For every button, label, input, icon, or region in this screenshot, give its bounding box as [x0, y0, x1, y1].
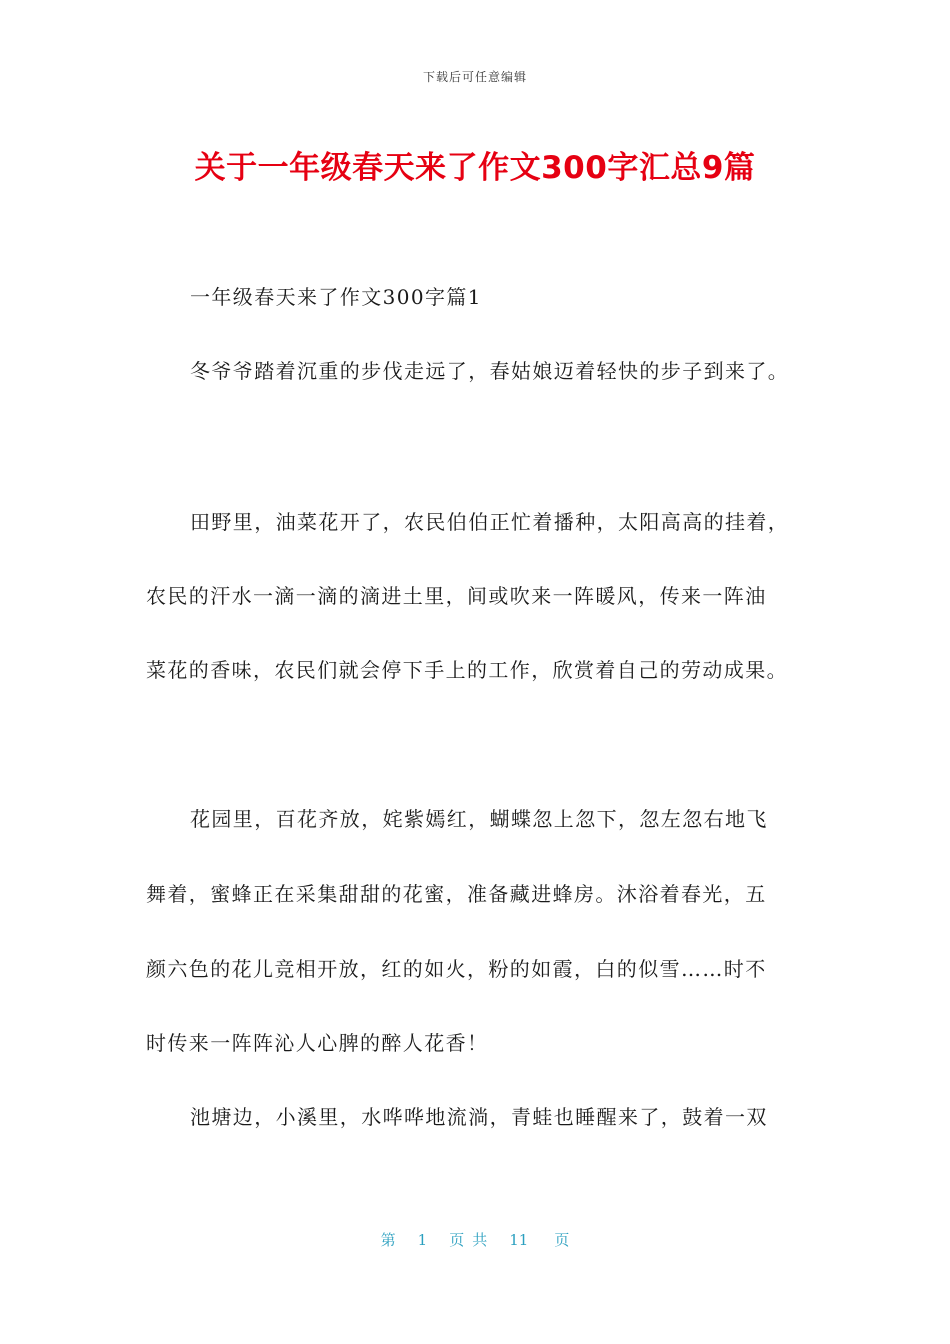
- paragraph-line: 冬爷爷踏着沉重的步伐走远了，春姑娘迈着轻快的步子到来了。: [190, 359, 790, 383]
- footer-mid: 页共: [449, 1231, 496, 1249]
- page-footer: [0, 1229, 950, 1250]
- paragraph-line: 时传来一阵阵沁人心脾的醉人花香！: [146, 1031, 489, 1055]
- paragraph-line: 舞着，蜜蜂正在采集甜甜的花蜜，准备藏进蜂房。沐浴着春光，五: [146, 882, 767, 906]
- paragraph-line: 农民的汗水一滴一滴的滴进土里，间或吹来一阵暖风，传来一阵油: [146, 584, 767, 608]
- paragraph-line: 菜花的香味，农民们就会停下手上的工作，欣赏着自己的劳动成果。: [146, 658, 788, 682]
- paragraph-line: 田野里，油菜花开了，农民伯伯正忙着播种，太阳高高的挂着，: [190, 510, 790, 534]
- section-heading: 一年级春天来了作文300字篇1: [190, 285, 482, 309]
- total-page-count: 11: [509, 1231, 529, 1249]
- paragraph-line: 花园里，百花齐放，姹紫嫣红，蝴蝶忽上忽下，忽左忽右地飞: [190, 807, 768, 831]
- document-title: 关于一年级春天来了作文300字汇总9篇: [194, 150, 756, 186]
- current-page-number: 1: [417, 1231, 428, 1249]
- paragraph-line: 池塘边，小溪里，水哗哗地流淌，青蛙也睡醒来了，鼓着一双: [190, 1105, 768, 1129]
- paragraph-line: 颜六色的花儿竞相开放，红的如火，粉的如霞，白的似雪……时不: [146, 957, 767, 981]
- header-note: 下载后可任意编辑: [422, 70, 527, 84]
- footer-suffix: 页: [554, 1231, 570, 1249]
- footer-prefix: 第: [380, 1231, 396, 1249]
